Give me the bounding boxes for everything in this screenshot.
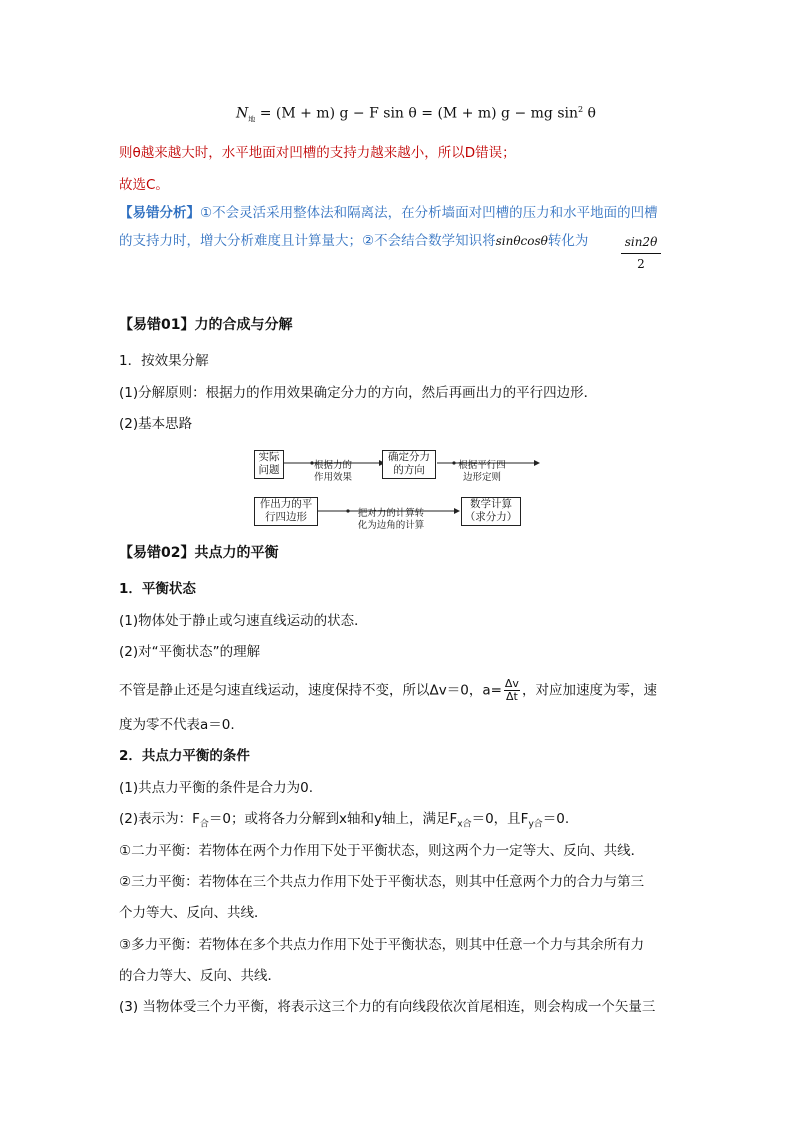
formula-lhs: N — [236, 105, 249, 122]
answer-choice: 故选C。 — [119, 177, 169, 193]
analysis-frac-den: 2 — [637, 257, 645, 271]
section2-s2-4: ②三力平衡：若物体在三个共点力作用下处于平衡状态，则其中任意两个力的合力与第三 — [119, 874, 645, 890]
section2-s2-3: ①二力平衡：若物体在两个力作用下处于平衡状态，则这两个力一定等大、反向、共线． — [119, 843, 645, 859]
section2-s2-7: 的合力等大、反向、共线． — [119, 968, 281, 984]
analysis-frac-num: sin2θ — [624, 235, 658, 249]
analysis-text-2b: 转化为 — [547, 233, 589, 249]
section2-s2-2: (2)表示为：$F_合=0$；或将各力分解到x轴和y轴上，满足$F_{x合}=0$，且$F_{y合}=0$. — [119, 811, 570, 830]
analysis-tag: 【易错分析】 — [119, 205, 200, 221]
normal-force-formula — [236, 105, 596, 124]
section2-s1-2: (2)对“平衡状态”的理解 — [119, 644, 261, 660]
box-component-direction: 确定分力 的方向 — [382, 450, 436, 479]
formula-tail: θ — [583, 105, 596, 122]
section2-s2: 2．共点力平衡的条件 — [119, 748, 250, 764]
analysis-expr: sinθcosθ — [495, 234, 548, 248]
formula-lhs-sub: 地 — [248, 115, 256, 124]
section2-s2-6: ③多力平衡：若物体在多个共点力作用下处于平衡状态，则其中任意一个力与其余所有力 — [119, 937, 645, 953]
box-actual-problem: 实际 问题 — [254, 450, 284, 479]
formula-sup: 2 — [578, 105, 584, 114]
label-convert-calc: 把对力的计算转 化为边角的计算 — [357, 508, 425, 531]
section2-s1: 1．平衡状态 — [119, 581, 196, 597]
box-math-calc: 数学计算 （求分力） — [461, 497, 521, 526]
section1-title: 【易错01】力的合成与分解 — [119, 317, 293, 333]
box-draw-parallelogram: 作出力的平 行四边形 — [254, 497, 318, 526]
section2-title: 【易错02】共点力的平衡 — [119, 545, 279, 561]
formula-body: = (M + m) g − F sin θ = (M + m) g − mg sin — [255, 105, 579, 122]
section2-s1-3: 不管是静止还是匀速直线运动，速度保持不变，所以Δv＝0，a= $\frac{\Delta v}{\Delta t}$ ，对应加速度为零，速 — [119, 677, 657, 703]
section1-item1-1: (1)分解原则：根据力的作用效果确定分力的方向，然后再画出力的平行四边形． — [119, 385, 598, 401]
analysis-fraction — [621, 233, 661, 272]
label-parallelogram-rule: 根据平行四 边形定则 — [458, 460, 506, 483]
section2-s2-5: 个力等大、反向、共线． — [119, 905, 268, 921]
analysis-text-2a: 的支持力时，增大分析难度且计算量大；②不会结合数学知识将 — [119, 233, 496, 249]
decomposition-flow-diagram — [250, 447, 550, 531]
section2-s2-1: (1)共点力平衡的条件是合力为0. — [119, 780, 314, 796]
section1-item1-2: (2)基本思路 — [119, 416, 193, 432]
label-by-effect: 根据力的 作用效果 — [313, 460, 352, 483]
section2-s1-1: (1)物体处于静止或匀速直线运动的状态． — [119, 613, 368, 629]
section2-s1-4: 度为零不代表a＝0. — [119, 717, 235, 733]
conclusion-d: 则θ越来越大时，水平地面对凹槽的支持力越来越小，所以D错误； — [119, 145, 516, 161]
analysis-text-1: ①不会灵活采用整体法和隔离法，在分析墙面对凹槽的压力和水平地面的凹槽 — [200, 205, 658, 221]
analysis-line-1 — [119, 203, 658, 223]
accel-fraction: $\frac{\Delta v}{\Delta t}$ — [504, 677, 519, 703]
section1-item1: 1．按效果分解 — [119, 353, 209, 369]
section2-s2-8: (3) 当物体受三个力平衡，将表示这三个力的有向线段依次首尾相连，则会构成一个矢量三 — [119, 999, 656, 1015]
analysis-line-2 — [119, 231, 588, 251]
